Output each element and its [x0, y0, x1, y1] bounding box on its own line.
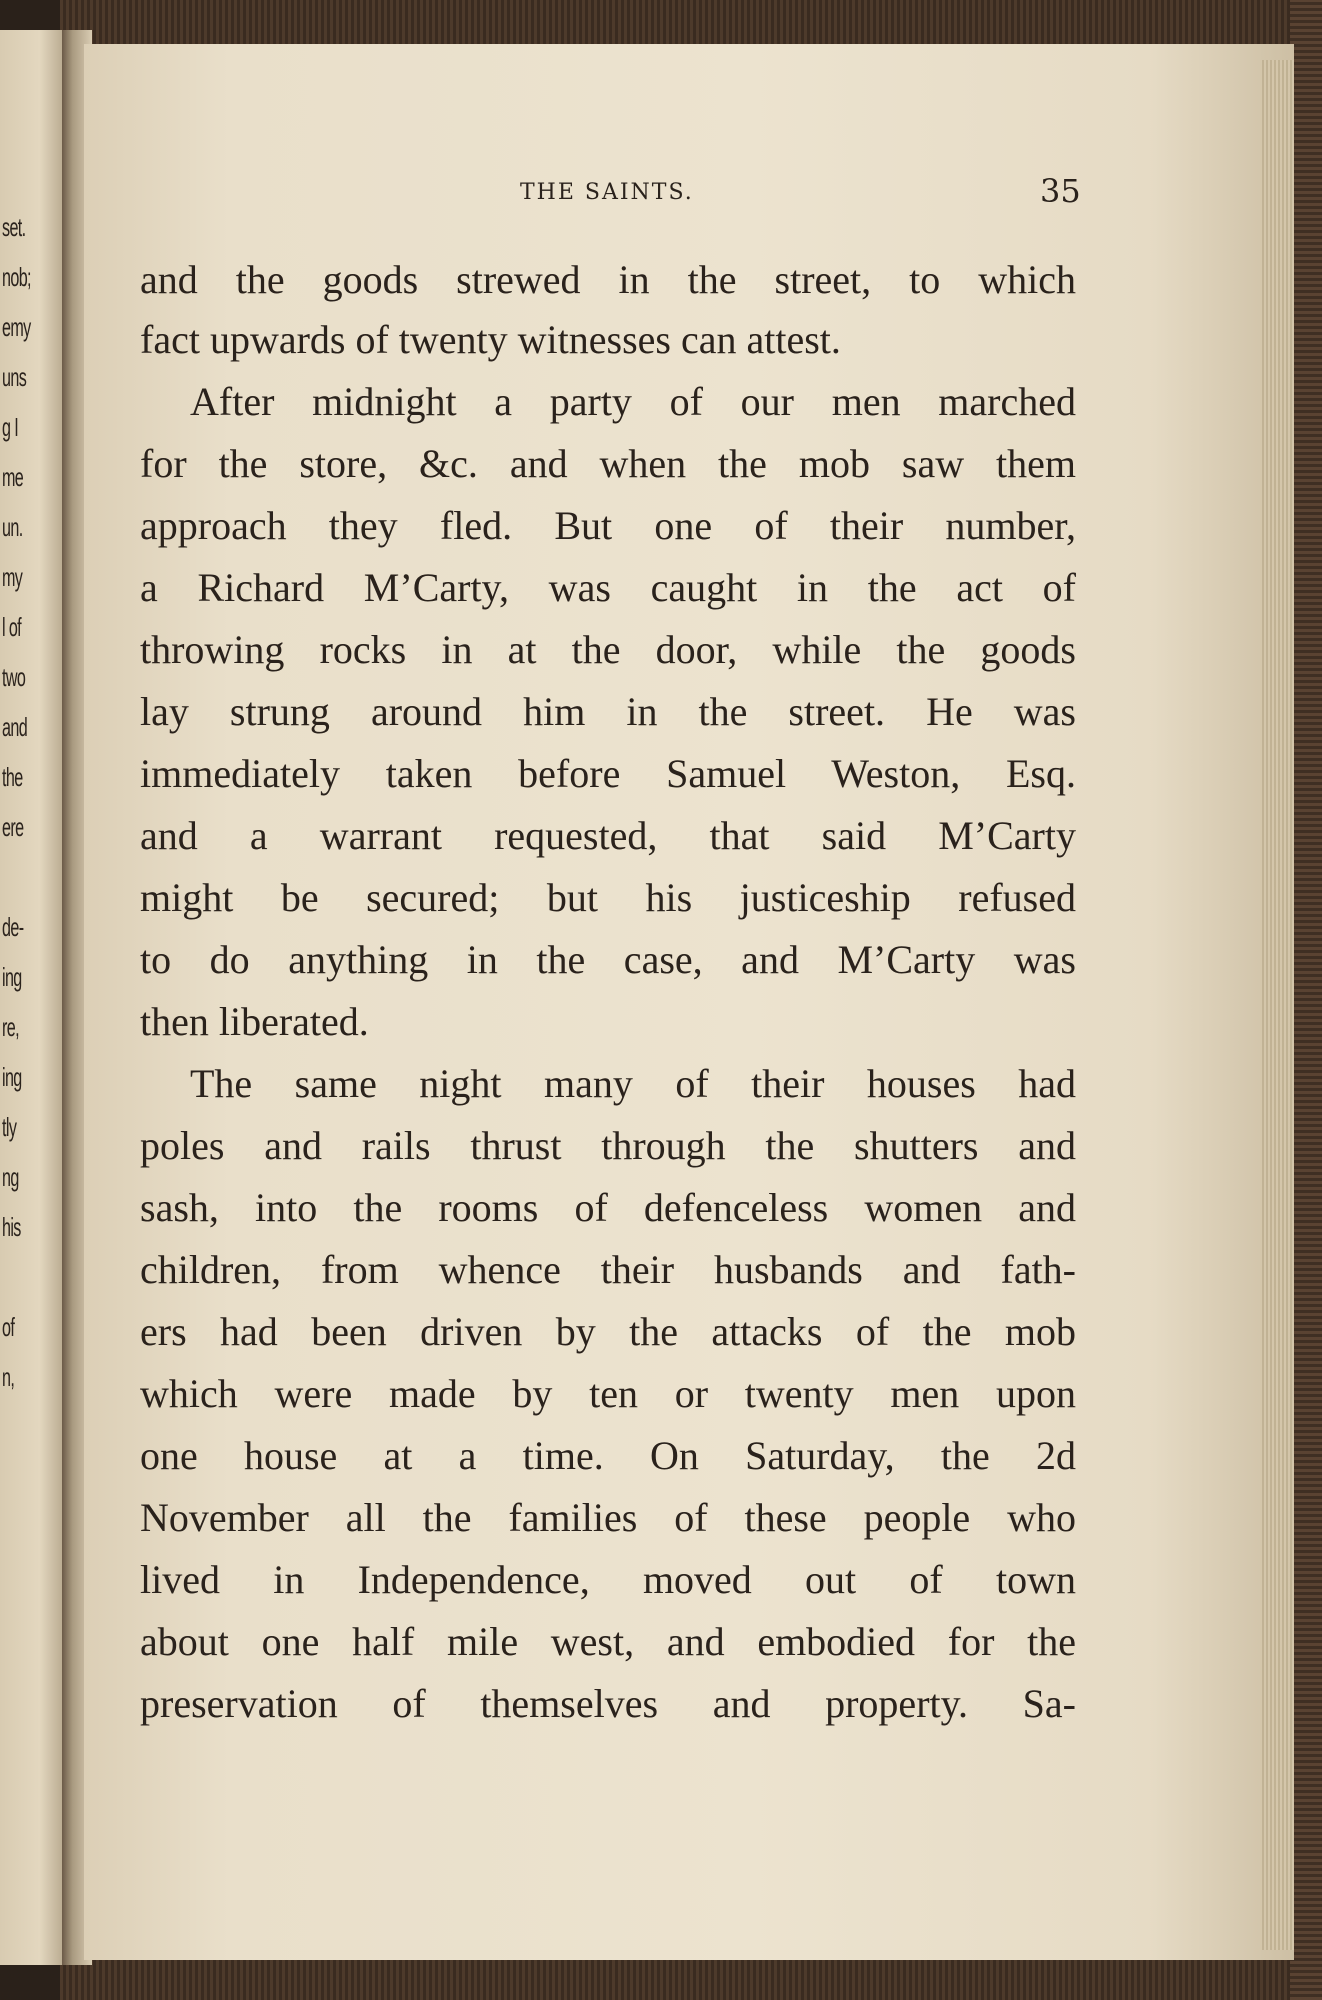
- fragment-line: set.: [2, 212, 26, 242]
- page-number: 35: [1040, 172, 1081, 210]
- fragment-line: of: [2, 1312, 15, 1342]
- text-line: to do anything in the case, and M’Carty was: [140, 937, 1076, 982]
- text-line: poles and rails thrust through the shutters and: [140, 1123, 1076, 1168]
- text-line: throwing rocks in at the door, while the goods: [140, 627, 1076, 672]
- text-line: then liberated.: [140, 999, 369, 1044]
- fragment-line: n,: [2, 1362, 15, 1392]
- fragment-line: un.: [2, 512, 23, 542]
- fragment-line: me: [2, 462, 24, 492]
- text-line: lived in Independence, moved out of town: [140, 1557, 1076, 1602]
- text-line: immediately taken before Samuel Weston, Esq.: [140, 751, 1076, 796]
- fragment-line: ing: [2, 962, 22, 992]
- fragment-line: ng: [2, 1162, 19, 1192]
- fragment-line: ere: [2, 812, 24, 842]
- fragment-line: de-: [2, 912, 24, 942]
- text-line: lay strung around him in the street. He was: [140, 689, 1076, 734]
- text-line: November all the families of these people who: [140, 1495, 1076, 1540]
- fragment-line: his: [2, 1212, 21, 1242]
- text-line: a Richard M’Carty, was caught in the act of: [140, 565, 1076, 610]
- fragment-line: the: [2, 762, 23, 792]
- text-line: and a warrant requested, that said M’Carty: [140, 813, 1076, 858]
- text-line: and the goods strewed in the street, to which: [140, 257, 1076, 302]
- fragment-line: re,: [2, 1012, 19, 1042]
- text-line: After midnight a party of our men marched: [190, 379, 1076, 424]
- text-line: children, from whence their husbands and fath-: [140, 1247, 1076, 1292]
- fragment-line: ing: [2, 1062, 22, 1092]
- fragment-line: uns: [2, 362, 27, 392]
- fragment-line: nob;: [2, 262, 31, 292]
- text-line: sash, into the rooms of defenceless women and: [140, 1185, 1076, 1230]
- fragment-line: l of: [2, 612, 22, 642]
- text-line: fact upwards of twenty witnesses can attest.: [140, 317, 841, 362]
- fragment-line: emy: [2, 312, 31, 342]
- running-head: THE SAINTS.: [520, 180, 694, 205]
- fragment-line: tly: [2, 1112, 17, 1142]
- text-line: The same night many of their houses had: [190, 1061, 1076, 1106]
- text-line: preservation of themselves and property. Sa-: [140, 1681, 1076, 1726]
- text-line: one house at a time. On Saturday, the 2d: [140, 1433, 1076, 1478]
- fragment-line: g I: [2, 412, 19, 442]
- text-line: approach they fled. But one of their number,: [140, 503, 1076, 548]
- text-line: which were made by ten or twenty men upon: [140, 1371, 1076, 1416]
- fragment-line: and: [2, 712, 28, 742]
- text-line: about one half mile west, and embodied for the: [140, 1619, 1076, 1664]
- fragment-line: my: [2, 562, 23, 592]
- text-line: might be secured; but his justiceship refused: [140, 875, 1076, 920]
- text-line: ers had been driven by the attacks of the mob: [140, 1309, 1076, 1354]
- text-line: for the store, &c. and when the mob saw them: [140, 441, 1076, 486]
- fragment-line: two: [2, 662, 26, 692]
